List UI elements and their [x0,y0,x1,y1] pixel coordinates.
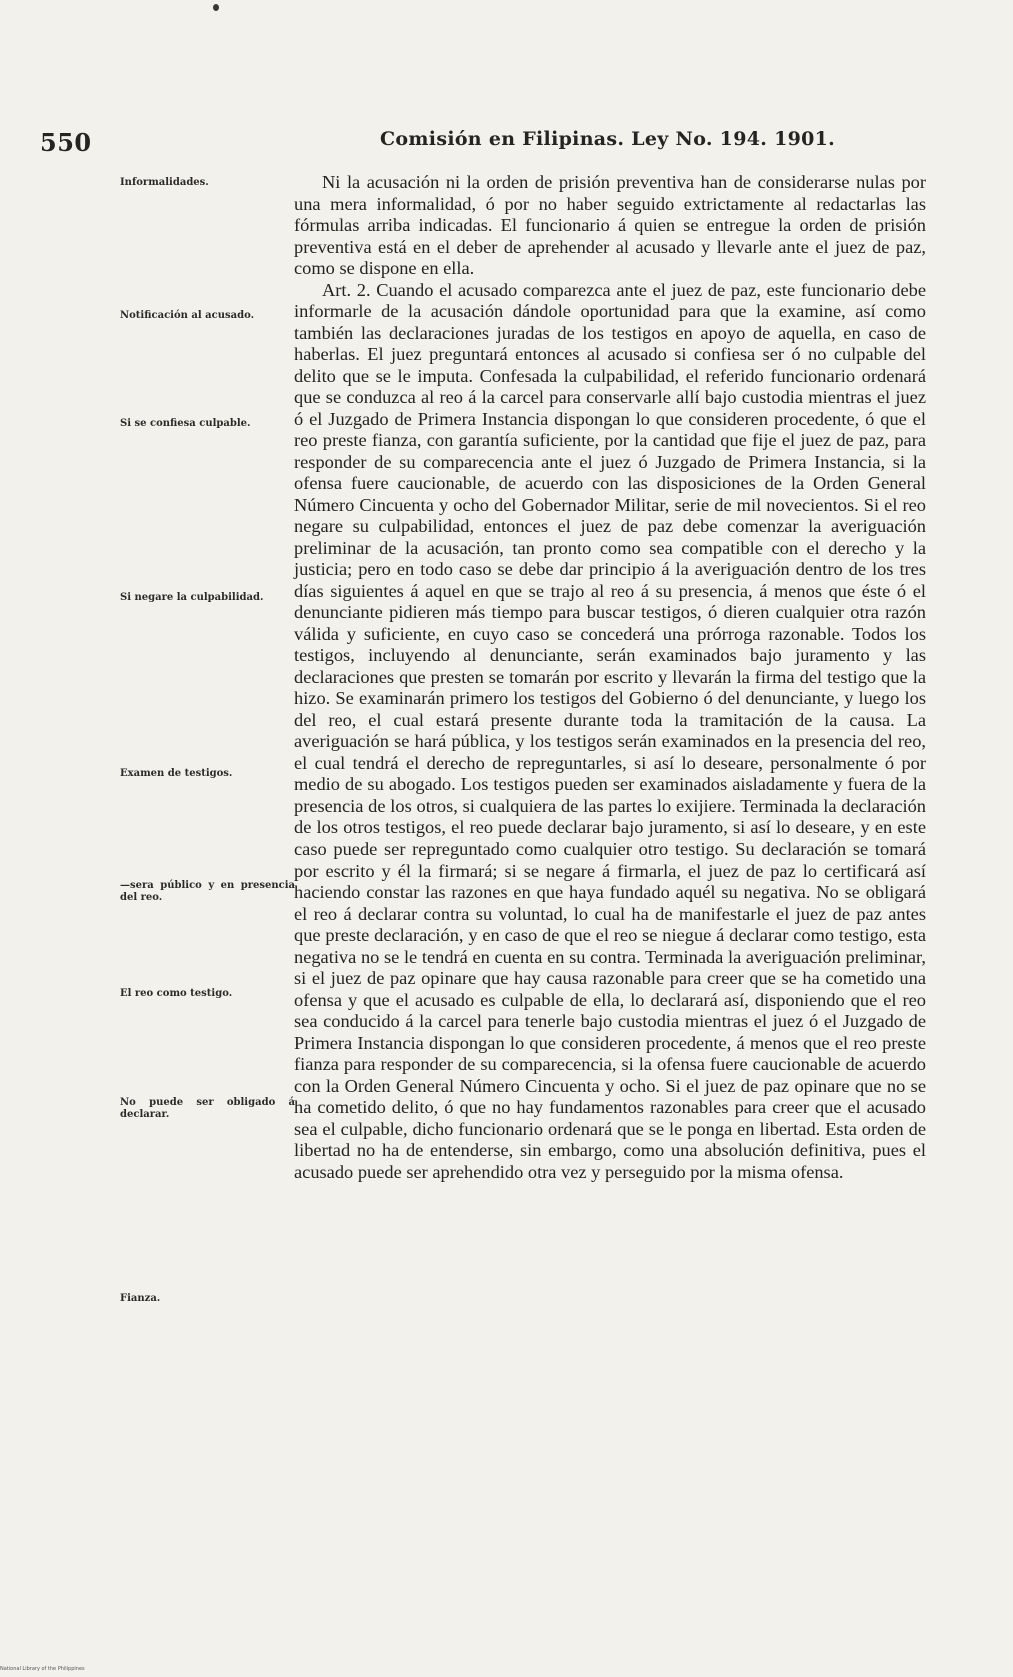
body-text [294,172,926,1183]
margin-note-reo-testigo: El reo como testigo. [120,988,233,999]
margin-note-negare: Si negare la culpabilidad. [120,592,264,603]
margin-note-publico: —sera público y en presencia del reo. [120,880,295,903]
ink-speck [213,4,219,11]
paragraph: Art. 2. Cuando el acusado comparezca ante el juez de paz, este funcionario debe informarle de la acusación dándole oportunidad para que la examine, así como también las declaraciones juradas de los testigos en apoyo de aquella, en caso de haberlas. El juez preguntará entonces al acusado si confiesa ser ó no culpable del delito que se le imputa. Confesada la culpabilidad, el referido funcionario ordenará que se conduzca al reo á la carcel para conservarle allí bajo custodia mientras el juez ó el Juzgado de Primera Instancia dispongan lo que consideren procedente, ó que el reo preste fianza, con garantía suficiente, por la cantidad que fije el juez de paz, para responder de su comparecencia ante el juez ó Juzgado de Primera Instancia, si la ofensa fuere caucionable, de acuerdo con las disposiciones de la Orden General Número Cincuenta y ocho del Gobernador Militar, serie de mil novecientos. Si el reo negare su culpabilidad, entonces el juez de paz debe comenzar la averiguación preliminar de la acusación, tan pronto como sea compatible con el derecho y la justicia; pero en todo caso se debe dar principio á la averiguación dentro de los tres días siguientes á aquel en que se trajo al reo á su presencia, á menos que éste ó el denunciante pidieren más tiempo para buscar testigos, ó dieren cualquier otra razón válida y suficiente, en cuyo caso se concederá una prórroga razonable. Todos los testigos, incluyendo al denunciante, serán examinados bajo juramento y las declaraciones que presten se tomarán por escrito y llevarán la firma del testigo que la hizo. Se examinarán primero los testigos del Gobierno ó del denunciante, y luego los del reo, el cual estará presente durante toda la tramitación de la causa. La averiguación se hará pública, y los testigos serán examinados en la presencia del reo, el cual tendrá el derecho de repreguntarles, si así lo deseare, personalmente ó por medio de su abogado. Los testigos pueden ser examinados aisladamente y fuera de la presencia de los otros, si cualquiera de las partes lo exijiere. Terminada la declaración de los otros testigos, el reo puede declarar bajo juramento, si así lo deseare, y en este caso puede ser repreguntado como cualquier otro testigo. Su declaración se tomará por escrito y él la firmará; si se negare á firmarla, el juez de paz lo certificará así haciendo constar las razones en que haya fundado aquél su negativa. No se obligará el reo á declarar contra su voluntad, lo cual ha de manifestarle el juez de paz antes que preste declaración, y en caso de que el reo se niegue á declarar como testigo, esta negativa no se le tendrá en cuenta en su contra. Terminada la averiguación preliminar, si el juez de paz opinare que hay causa razonable para creer que se ha cometido una ofensa y que el acusado es culpable de ella, lo declarará así, disponiendo que el reo sea conducido á la carcel para tenerle bajo custodia mientras el juez ó el Juzgado de Primera Instancia dispongan lo que consideren procedente, á menos que el reo preste fianza para responder de su comparecencia, si la ofensa fuere caucionable de acuerdo con la Orden General Número Cincuenta y ocho. Si el juez de paz opinare que no se ha cometido delito, ó que no hay fundamentos razonables para creer que el acusado sea el culpable, dicho funcionario ordenará que se le ponga en libertad. Esta orden de libertad no ha de entenderse, sin embargo, como una absolución definitiva, pues el acusado puede ser aprehendido otra vez y perseguido por la misma ofensa. [294,279,926,1182]
paragraph: Ni la acusación ni la orden de prisión preventiva han de considerarse nulas por una mera informalidad, ó por no haber seguido extrictamente al redactarlas las fórmulas arriba indicadas. El funcionario á quien se entregue la orden de prisión preventiva está en el deber de aprehender al acusado y llevarle ante el juez de paz, como se dispone en ella. [294,172,926,279]
running-head: Comisión en Filipinas. Ley No. 194. 1901. [380,128,836,150]
margin-note-confiesa: Si se confiesa culpable. [120,418,251,429]
margin-note-notificacion: Notificación al acusado. [120,310,255,321]
margin-note-informalidades: Informalidades. [120,177,209,188]
margin-note-no-obligado: No puede ser obligado á declarar. [120,1097,295,1120]
margin-note-fianza: Fianza. [120,1293,161,1304]
scan-credit: National Library of the Philippines [0,1666,85,1672]
margin-note-examen-testigos: Examen de testigos. [120,768,233,779]
page-number: 550 [40,128,92,157]
